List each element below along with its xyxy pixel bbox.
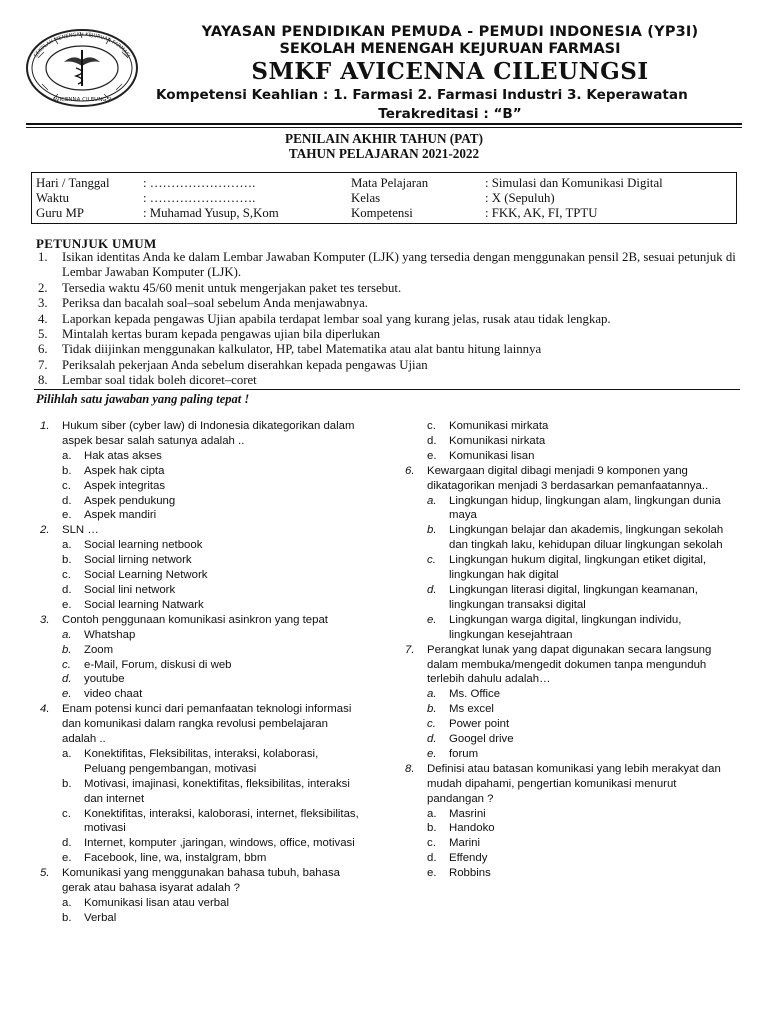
option-text: Verbal	[84, 911, 117, 924]
option-text: Facebook, line, wa, instalgram, bbm	[84, 852, 267, 865]
option-text: video chaat	[84, 688, 143, 701]
option-letter: d.	[427, 583, 437, 596]
answer-option	[62, 449, 362, 464]
option-text: Social lini network	[84, 583, 176, 596]
option-letter: c.	[62, 569, 71, 582]
question-item	[40, 702, 362, 747]
option-letter: e.	[427, 613, 437, 626]
option-letter: b.	[427, 703, 437, 716]
answer-option	[427, 807, 735, 822]
answer-option	[427, 419, 735, 434]
option-letter: b.	[62, 643, 72, 656]
competencies: Kompetensi Keahlian : 1. Farmasi 2. Farmasi Industri 3. Keperawatan	[156, 87, 688, 103]
question-number: 3.	[40, 613, 50, 626]
option-text: Social learning netbook	[84, 539, 203, 552]
option-letter: c.	[427, 420, 436, 432]
answer-option	[427, 449, 735, 464]
question-item	[40, 613, 362, 628]
option-text: Ms excel	[449, 703, 494, 716]
option-letter: d.	[62, 673, 72, 686]
answer-option	[62, 494, 362, 509]
option-text: Aspek pendukung	[84, 494, 176, 507]
question-text: Kewargaan digital dibagi menjadi 9 komponen yang dikatagorikan menjadi 3 berdasarkan pemanfaatannya..	[427, 464, 709, 492]
option-letter: e.	[427, 867, 437, 880]
instruction-number: 1.	[38, 250, 48, 264]
answer-option	[427, 434, 735, 449]
answer-option	[62, 598, 362, 613]
option-text: Lingkungan hukum digital, lingkungan etiket digital, lingkungan hak digital	[449, 554, 707, 582]
instruction-item	[34, 312, 742, 327]
option-letter: c.	[62, 479, 71, 492]
answer-option	[62, 807, 362, 837]
question-item	[40, 523, 362, 538]
question-text: Hukum siber (cyber law) di Indonesia dikategorikan dalam aspek besar salah satunya adalah ..	[62, 420, 355, 447]
instruction-item	[34, 373, 742, 388]
answer-option	[62, 687, 362, 702]
answer-option	[62, 836, 362, 851]
option-text: Komunikasi lisan atau verbal	[84, 897, 229, 909]
letterhead	[150, 24, 750, 124]
answer-option	[427, 702, 735, 717]
option-letter: e.	[62, 598, 72, 611]
header-divider-thin	[26, 127, 742, 128]
option-letter: a.	[62, 449, 72, 462]
answer-option	[62, 583, 362, 598]
option-letter: a.	[62, 628, 72, 641]
instruction-text: Periksa dan bacalah soal–soal sebelum Anda menjawabnya.	[62, 296, 368, 311]
instructions-list	[34, 250, 742, 389]
question-item	[405, 464, 735, 494]
option-text: e-Mail, Forum, diskusi di web	[84, 658, 232, 671]
answer-option	[427, 851, 735, 866]
option-text: Lingkungan warga digital, lingkungan individu, lingkungan kesejahtraan	[449, 613, 682, 641]
option-text: Whatshap	[84, 628, 136, 641]
option-text: Komunikasi lisan	[449, 449, 535, 462]
answer-option	[427, 583, 735, 613]
time-value: : …………………….	[143, 191, 256, 205]
answer-option	[62, 747, 362, 777]
accreditation: Terakreditasi : “B”	[378, 106, 522, 122]
instruction-number: 2.	[38, 280, 48, 295]
option-letter: d.	[427, 852, 437, 865]
class-value: : X (Sepuluh)	[485, 191, 555, 205]
question-number: 2.	[40, 524, 50, 537]
foundation-name: YAYASAN PENDIDIKAN PEMUDA - PEMUDI INDONESIA (YP3I)	[201, 24, 699, 40]
option-text: Hak atas akses	[84, 449, 162, 462]
option-letter: a.	[62, 539, 72, 552]
logo-ring-text: SEKOLAH MENENGAH KEJURUAN FARMASI	[33, 31, 131, 59]
time-label: Waktu	[36, 191, 70, 205]
answer-option	[62, 896, 362, 911]
answer-option	[62, 911, 362, 926]
option-letter: c.	[62, 658, 71, 671]
question-text: Definisi atau batasan komunikasi yang lebih merakyat dan mudah dipahami, pengertian komunikasi menurut pandangan ?	[427, 762, 721, 805]
option-letter: d.	[62, 583, 72, 596]
instruction-number: 5.	[38, 327, 48, 342]
option-letter: d.	[62, 494, 72, 507]
question-number: 7.	[405, 643, 415, 656]
option-letter: d.	[62, 837, 72, 850]
answer-option	[62, 851, 362, 866]
option-letter: a.	[427, 807, 437, 820]
question-text: Komunikasi yang menggunakan bahasa tubuh, bahasa gerak atau bahasa isyarat adalah ?	[62, 867, 341, 895]
option-letter: b.	[427, 524, 437, 537]
option-text: Konektifitas, interaksi, kaloborasi, internet, fleksibilitas, motivasi	[84, 807, 359, 835]
class-label: Kelas	[351, 191, 381, 205]
answer-option	[62, 538, 362, 553]
questions-left-column	[40, 419, 362, 926]
school-logo	[24, 28, 140, 108]
instruction-text: Tersedia waktu 45/60 menit untuk mengerjakan paket tes tersebut.	[62, 280, 402, 295]
teacher-value: : Muhamad Yusup, S,Kom	[143, 206, 279, 220]
option-letter: b.	[62, 777, 72, 790]
day-date-value: : …………………….	[143, 176, 256, 190]
teacher-label: Guru MP	[36, 206, 84, 220]
instruction-item	[34, 250, 742, 281]
subject-label: Mata Pelajaran	[351, 176, 429, 190]
question-number: 6.	[405, 464, 415, 477]
option-letter: c.	[427, 718, 436, 731]
option-text: Komunikasi nirkata	[449, 434, 546, 447]
instructions-title: PETUNJUK UMUM	[36, 236, 157, 251]
question-text: Enam potensi kunci dari pemanfaatan teknologi informasi dan komunikasi dalam rangka revolusi pembelajaran adalah ..	[62, 703, 352, 746]
option-text: Konektifitas, Fleksibilitas, interaksi, kolaborasi, Peluang pengembangan, motivasi	[84, 747, 319, 775]
option-letter: c.	[62, 807, 71, 820]
option-text: Robbins	[449, 867, 491, 880]
option-text: Lingkungan literasi digital, lingkungan keamanan, lingkungan transaksi digital	[449, 583, 698, 611]
answer-option	[427, 821, 735, 836]
answer-option	[62, 628, 362, 643]
instruction-text: Tidak diijinkan menggunakan kalkulator, HP, tabel Matematika atau alat bantu hitung lainnya	[62, 342, 542, 357]
option-text: forum	[449, 747, 479, 760]
option-text: Googel drive	[449, 733, 514, 746]
exam-title: PENILAIN AKHIR TAHUN (PAT)	[285, 131, 483, 146]
choose-instruction: Pilihlah satu jawaban yang paling tepat !	[36, 392, 250, 406]
answer-option	[427, 836, 735, 851]
option-text: youtube	[84, 673, 125, 686]
instruction-number: 7.	[38, 357, 48, 372]
answer-option	[427, 732, 735, 747]
questions-right-column	[405, 419, 735, 881]
option-text: Komunikasi mirkata	[449, 420, 549, 432]
option-text: Internet, komputer ,jaringan, windows, office, motivasi	[84, 837, 355, 850]
instruction-number: 6.	[38, 342, 48, 357]
question-item	[40, 866, 362, 896]
question-item	[405, 643, 735, 688]
option-text: Social learning Natwark	[84, 598, 204, 611]
header-divider	[26, 123, 742, 125]
answer-option	[62, 508, 362, 523]
option-letter: b.	[62, 554, 72, 567]
question-number: 1.	[40, 420, 50, 432]
exam-info-box	[31, 172, 737, 224]
answer-option	[62, 658, 362, 673]
logo-bottom-text: AVICENNA CILEUNGSI	[52, 97, 112, 103]
instructions-divider	[34, 389, 740, 390]
competency-label: Kompetensi	[351, 206, 413, 220]
instruction-item	[34, 358, 742, 373]
option-text: Aspek hak cipta	[84, 464, 165, 477]
instruction-number: 3.	[38, 296, 48, 311]
school-name: SMKF AVICENNA CILEUNGSI	[251, 58, 649, 85]
option-letter: e.	[62, 509, 72, 522]
answer-option	[62, 777, 362, 807]
option-letter: a.	[62, 897, 72, 909]
instruction-item	[34, 327, 742, 342]
instruction-number: 8.	[38, 373, 48, 388]
answer-option	[427, 747, 735, 762]
answer-option	[427, 687, 735, 702]
question-item	[40, 419, 362, 449]
instruction-number: 4.	[38, 311, 48, 326]
option-text: Effendy	[449, 852, 488, 865]
option-text: Lingkungan belajar dan akademis, lingkungan sekolah dan tingkah laku, kehidupan diluar lingkungan sekolah	[449, 524, 724, 552]
answer-option	[427, 553, 735, 583]
answer-option	[427, 717, 735, 732]
instruction-item	[34, 342, 742, 357]
answer-option	[62, 672, 362, 687]
answer-option	[427, 866, 735, 881]
option-letter: d.	[427, 733, 437, 746]
option-letter: c.	[427, 554, 436, 567]
competency-value: : FKK, AK, FI, TPTU	[485, 206, 598, 220]
school-type: SEKOLAH MENENGAH KEJURUAN FARMASI	[279, 41, 621, 57]
instruction-text: Lembar soal tidak boleh dicoret–coret	[62, 373, 257, 388]
question-text: SLN …	[62, 524, 99, 537]
option-text: Aspek integritas	[84, 479, 166, 492]
option-letter: e.	[427, 747, 437, 760]
option-text: Social lirning network	[84, 554, 192, 567]
instruction-text: Periksalah pekerjaan Anda sebelum diserahkan kepada pengawas Ujian	[62, 357, 428, 372]
option-letter: e.	[62, 852, 72, 865]
option-text: Aspek mandiri	[84, 509, 157, 522]
option-letter: b.	[62, 464, 72, 477]
option-text: Power point	[449, 718, 510, 731]
option-letter: b.	[62, 911, 72, 924]
instruction-text: Laporkan kepada pengawas Ujian apabila terdapat lembar soal yang kurang jelas, rusak atau tidak lengkap.	[62, 311, 611, 326]
option-text: Marini	[449, 837, 481, 850]
answer-option	[62, 464, 362, 479]
question-number: 5.	[40, 867, 50, 880]
answer-option	[427, 613, 735, 643]
answer-option	[62, 479, 362, 494]
subject-value: : Simulasi dan Komunikasi Digital	[485, 176, 663, 190]
answer-option	[62, 568, 362, 583]
option-text: Zoom	[84, 643, 114, 656]
answer-option	[62, 643, 362, 658]
instruction-text: Isikan identitas Anda ke dalam Lembar Jawaban Komputer (LJK) yang tersedia dengan menggunakan pensil 2B, sesuai petunjuk di Lembar Jawaban Komputer (LJK).	[62, 250, 736, 280]
option-letter: d.	[427, 434, 437, 447]
option-text: Masrini	[449, 807, 486, 820]
day-date-label: Hari / Tanggal	[36, 176, 110, 190]
answer-option	[427, 523, 735, 553]
question-number: 4.	[40, 703, 50, 716]
option-letter: a.	[427, 494, 437, 507]
option-letter: c.	[427, 837, 436, 850]
option-text: Motivasi, imajinasi, konektifitas, fleksibilitas, interaksi dan internet	[84, 777, 350, 805]
option-letter: b.	[427, 822, 437, 835]
option-letter: a.	[62, 747, 72, 760]
option-text: Lingkungan hidup, lingkungan alam, lingkungan dunia maya	[449, 494, 721, 522]
option-text: Handoko	[449, 822, 495, 835]
exam-year: TAHUN PELAJARAN 2021-2022	[288, 146, 480, 161]
instruction-item	[34, 281, 742, 296]
answer-option	[62, 553, 362, 568]
option-letter: e.	[62, 688, 72, 701]
instruction-text: Mintalah kertas buram kepada pengawas ujian bila diperlukan	[62, 327, 381, 342]
question-text: Contoh penggunaan komunikasi asinkron yang tepat	[62, 613, 328, 626]
option-letter: a.	[427, 688, 437, 701]
option-text: Social Learning Network	[84, 569, 208, 582]
question-number: 8.	[405, 762, 415, 775]
option-text: Ms. Office	[449, 688, 501, 701]
answer-option	[427, 494, 735, 524]
instruction-item	[34, 296, 742, 311]
question-item	[405, 762, 735, 807]
question-text: Perangkat lunak yang dapat digunakan secara langsung dalam membuka/mengedit dokumen tanpa mengunduh terlebih dahulu adalah…	[427, 643, 712, 686]
option-letter: e.	[427, 449, 437, 462]
